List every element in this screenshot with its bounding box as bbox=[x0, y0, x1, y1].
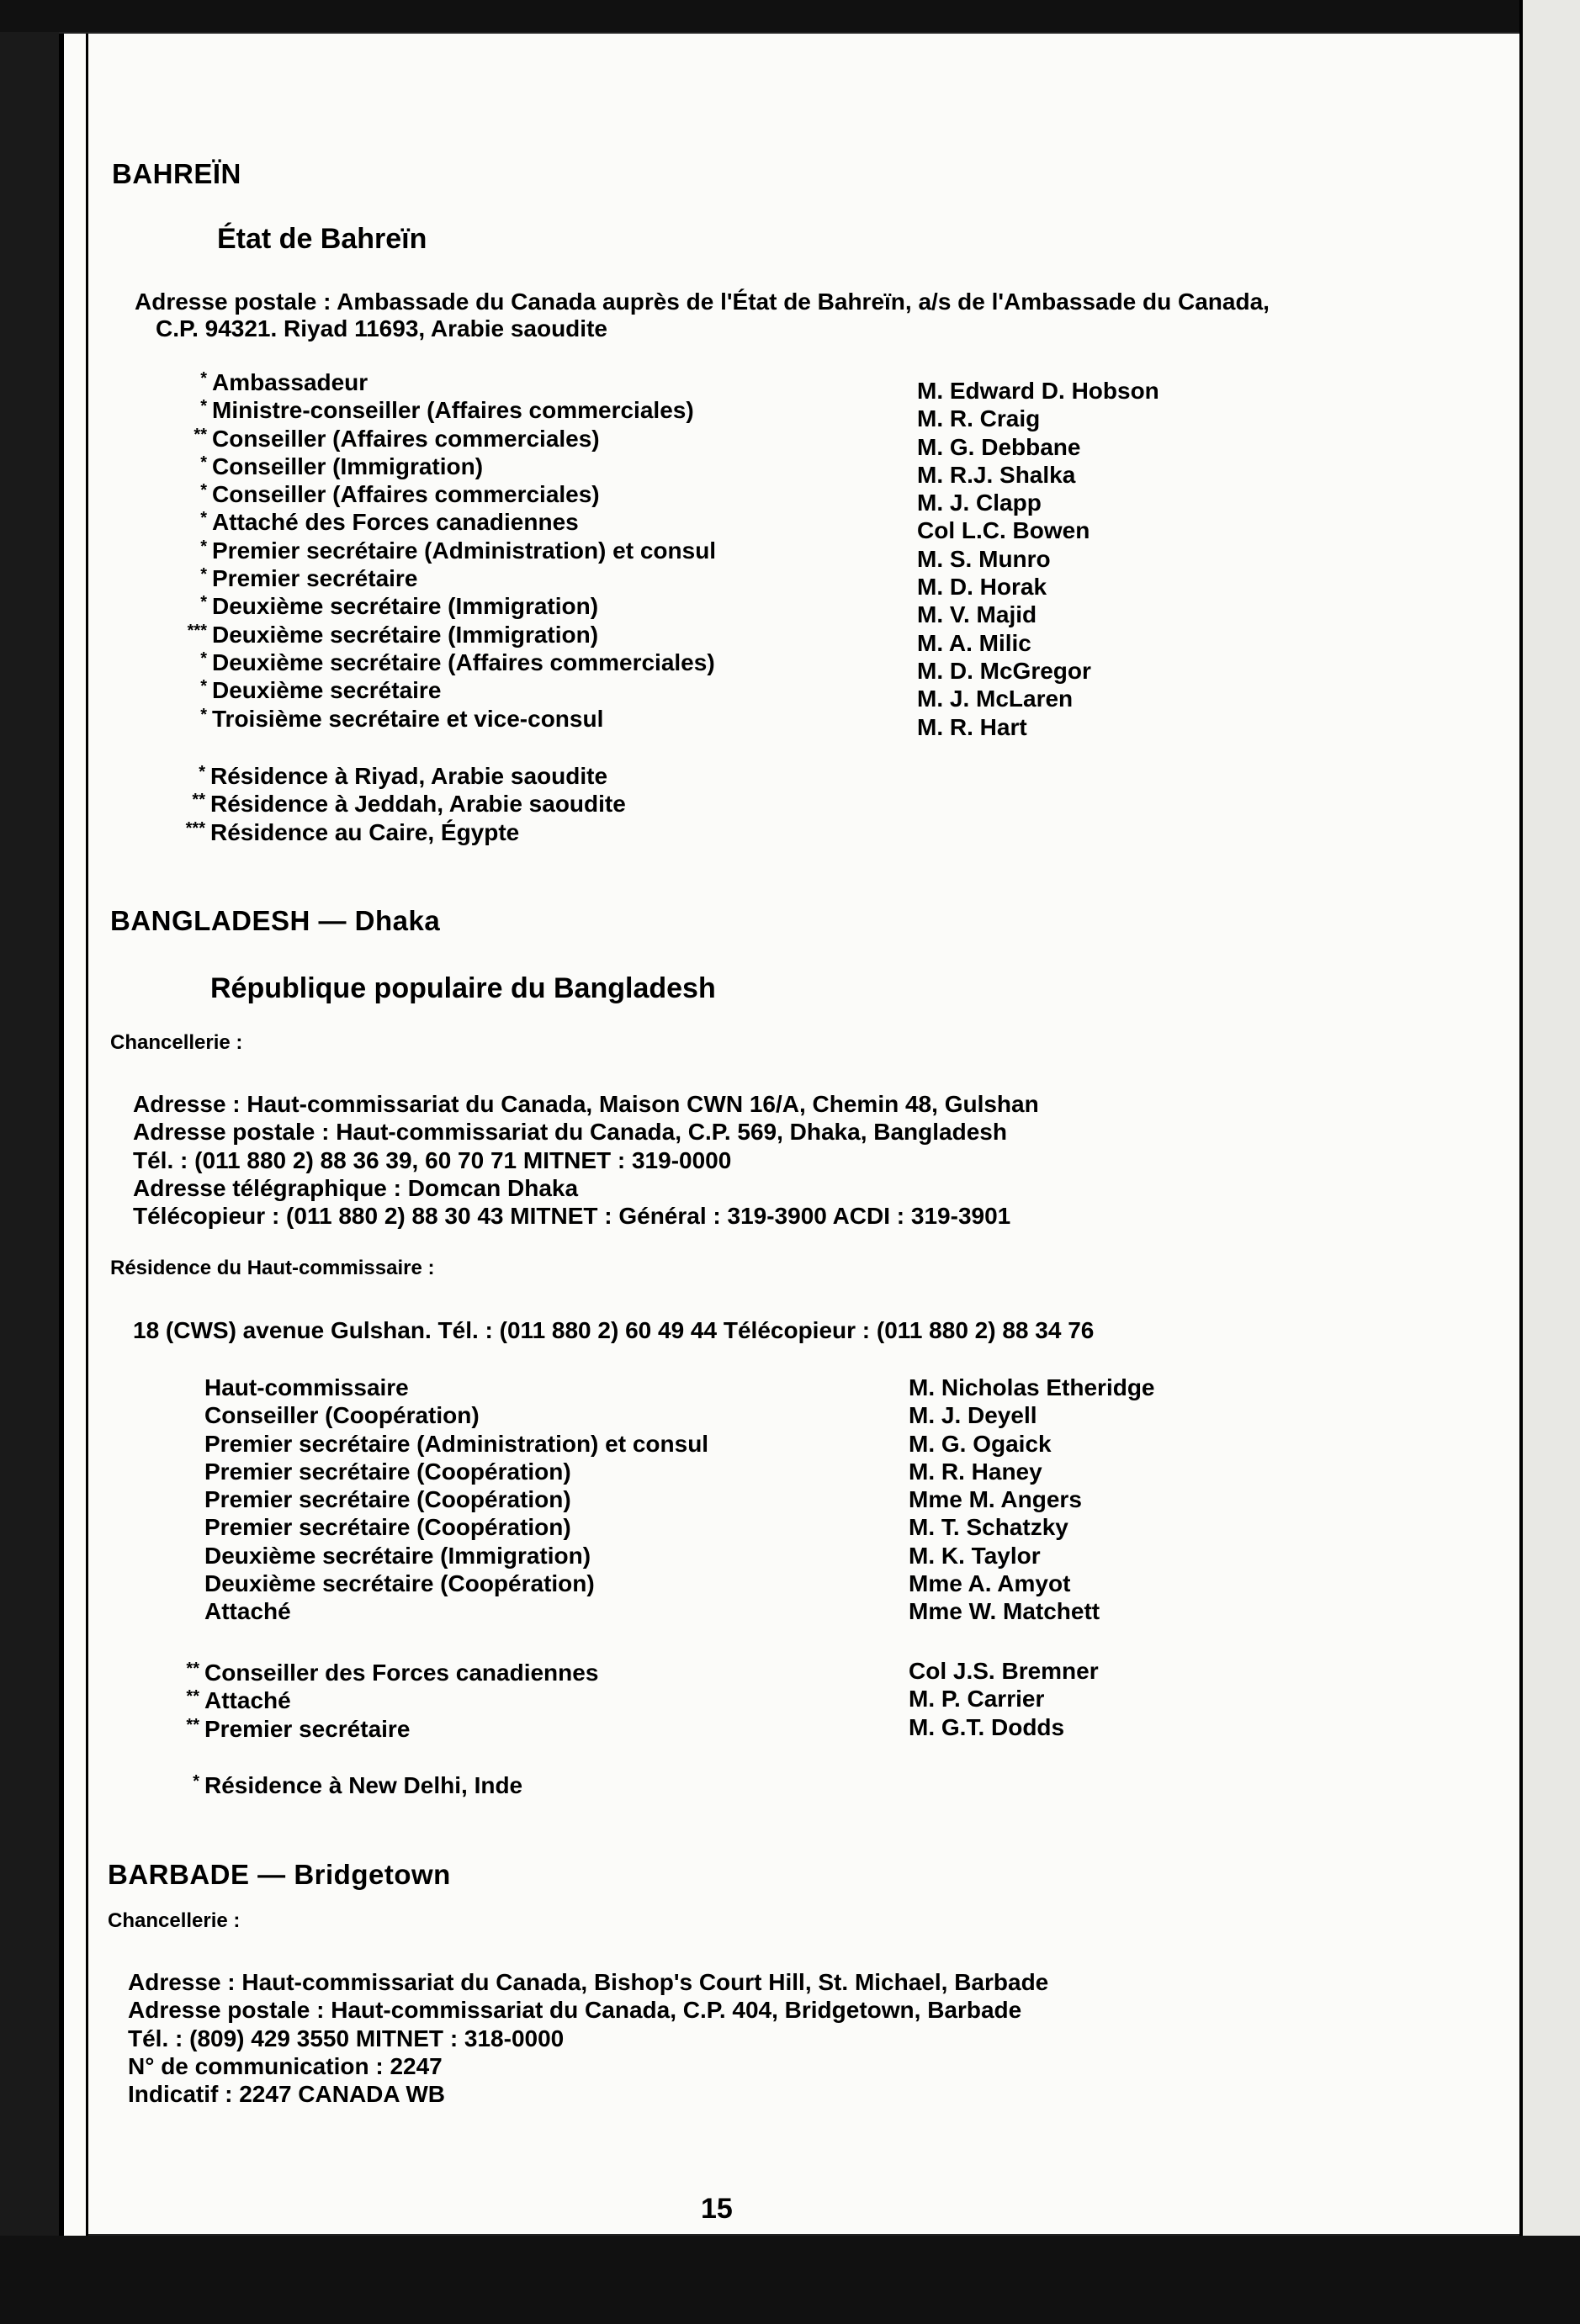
staff-name-text: M. A. Milic bbox=[917, 629, 1031, 656]
staff-name-text: M. D. McGregor bbox=[917, 657, 1091, 684]
staff-name-text: M. P. Carrier bbox=[909, 1686, 1045, 1713]
footnote-mark: * bbox=[200, 648, 207, 668]
page-number: 15 bbox=[701, 2193, 733, 2225]
staff-title bbox=[204, 1374, 894, 1401]
footnote-mark: *** bbox=[187, 621, 207, 640]
footnote-mark: * bbox=[200, 397, 207, 416]
staff-name bbox=[917, 601, 1388, 628]
official-name-bangladesh: République populaire du Bangladesh bbox=[210, 972, 716, 1004]
address-line bbox=[133, 1118, 1039, 1146]
staff-title bbox=[194, 425, 902, 453]
staff-title bbox=[200, 705, 902, 733]
staff-title-text: Deuxième secrétaire (Immigration) bbox=[212, 593, 599, 620]
staff-title bbox=[200, 480, 902, 508]
staff-name-text: M. S. Munro bbox=[917, 545, 1051, 572]
address-line bbox=[133, 1174, 1039, 1202]
staff-title bbox=[186, 1659, 894, 1686]
staff-name-text: M. J. Deyell bbox=[909, 1402, 1037, 1429]
staff-title bbox=[200, 537, 902, 564]
staff-name bbox=[909, 1401, 1380, 1429]
footnote-mark: * bbox=[193, 1772, 199, 1791]
address-line-text: Tél. : (809) 429 3550 MITNET : 318-0000 bbox=[128, 2025, 565, 2051]
staff-title bbox=[204, 1513, 894, 1541]
staff-title bbox=[204, 1542, 894, 1570]
footnote-mark: * bbox=[200, 705, 207, 724]
staff-title-text: Premier secrétaire (Coopération) bbox=[204, 1514, 571, 1541]
staff-name bbox=[909, 1713, 1380, 1741]
residence-note bbox=[192, 790, 900, 818]
footnote-mark: * bbox=[200, 369, 207, 388]
footnote-mark: ** bbox=[186, 1687, 199, 1707]
staff-name bbox=[917, 377, 1388, 405]
staff-title-text: Attaché bbox=[204, 1598, 291, 1625]
chancery-label-bangladesh: Chancellerie : bbox=[110, 1031, 243, 1054]
staff-title bbox=[204, 1401, 894, 1429]
address-line bbox=[128, 2080, 1048, 2108]
staff-name-text: M. V. Majid bbox=[917, 601, 1037, 628]
chancery-label-barbade: Chancellerie : bbox=[108, 1909, 241, 1932]
bangladesh-staff-names bbox=[909, 1374, 1380, 1626]
staff-name-text: M. Nicholas Etheridge bbox=[909, 1374, 1155, 1400]
bahrein-notes bbox=[185, 762, 900, 846]
staff-name-text: M. R. Hart bbox=[917, 713, 1027, 740]
address-line-text: Indicatif : 2247 CANADA WB bbox=[128, 2081, 446, 2108]
official-name-bahrein: État de Bahreïn bbox=[217, 223, 427, 255]
staff-title-text: Haut-commissaire bbox=[204, 1374, 409, 1400]
staff-title-text: Attaché bbox=[204, 1687, 291, 1714]
staff-title-text: Troisième secrétaire et vice-consul bbox=[212, 705, 604, 732]
staff-title bbox=[204, 1430, 894, 1458]
residence-note-text: Résidence à Riyad, Arabie saoudite bbox=[210, 763, 608, 789]
staff-title bbox=[200, 453, 902, 480]
footnote-mark: ** bbox=[186, 1715, 199, 1734]
bahrein-staff-names bbox=[917, 377, 1388, 741]
staff-title bbox=[200, 676, 902, 704]
address-line bbox=[133, 1146, 1039, 1174]
footnote-mark: * bbox=[200, 537, 207, 556]
staff-title-text: Premier secrétaire (Coopération) bbox=[204, 1458, 571, 1485]
staff-title-text: Attaché des Forces canadiennes bbox=[212, 509, 579, 536]
residence-label-bangladesh: Résidence du Haut-commissaire : bbox=[110, 1257, 435, 1279]
staff-title bbox=[187, 621, 902, 648]
staff-name-text: M. J. Clapp bbox=[917, 490, 1042, 516]
footnote-mark: * bbox=[200, 677, 207, 696]
footnote-mark: ** bbox=[186, 1660, 199, 1678]
staff-title bbox=[200, 648, 902, 676]
staff-title-text: Conseiller (Coopération) bbox=[204, 1402, 480, 1429]
address-line-text: Adresse postale : Haut-commissariat du Canada, C.P. 404, Bridgetown, Barbade bbox=[128, 1997, 1022, 2024]
staff-title bbox=[200, 564, 902, 592]
bangladesh-staff2-names bbox=[909, 1657, 1380, 1741]
staff-title-text: Conseiller (Immigration) bbox=[212, 453, 484, 479]
address-line-text: Tél. : (011 880 2) 88 36 39, 60 70 71 MITNET : 319-0000 bbox=[133, 1146, 732, 1173]
staff-title bbox=[186, 1686, 894, 1714]
footnote-mark: ** bbox=[192, 791, 205, 810]
staff-title bbox=[200, 368, 902, 396]
address-line-text: N° de communication : 2247 bbox=[128, 2052, 443, 2079]
address-line-text: Adresse télégraphique : Domcan Dhaka bbox=[133, 1174, 579, 1201]
staff-name-text: M. G. Debbane bbox=[917, 433, 1081, 460]
bangladesh-note bbox=[193, 1771, 894, 1799]
footnote-mark: *** bbox=[185, 818, 205, 838]
staff-title-text: Premier secrétaire (Coopération) bbox=[204, 1486, 571, 1513]
staff-name bbox=[917, 573, 1388, 601]
staff-title-text: Premier secrétaire bbox=[204, 1715, 411, 1742]
staff-name-text: M. T. Schatzky bbox=[909, 1514, 1068, 1541]
staff-title-text: Deuxième secrétaire bbox=[212, 677, 442, 704]
address-line bbox=[128, 2052, 1048, 2080]
staff-title-text: Ambassadeur bbox=[212, 369, 368, 395]
staff-title bbox=[200, 508, 902, 536]
staff-name bbox=[917, 685, 1388, 712]
residence-note-text: Résidence au Caire, Égypte bbox=[210, 818, 520, 845]
staff-title-text: Deuxième secrétaire (Coopération) bbox=[204, 1570, 595, 1597]
staff-name bbox=[909, 1597, 1380, 1625]
staff-name bbox=[909, 1458, 1380, 1485]
staff-name bbox=[909, 1657, 1380, 1685]
staff-name bbox=[917, 657, 1388, 685]
staff-title bbox=[204, 1485, 894, 1513]
staff-name bbox=[917, 629, 1388, 657]
chancery-address-bangladesh bbox=[133, 1090, 1039, 1230]
staff-name-text: M. G.T. Dodds bbox=[909, 1713, 1065, 1740]
staff-title bbox=[186, 1715, 894, 1743]
staff-name bbox=[909, 1513, 1380, 1541]
staff-title bbox=[200, 396, 902, 424]
footnote-mark: * bbox=[200, 509, 207, 528]
country-heading-barbade: BARBADE — Bridgetown bbox=[108, 1859, 451, 1890]
staff-name-text: M. G. Ogaick bbox=[909, 1430, 1052, 1457]
staff-name-text: Mme W. Matchett bbox=[909, 1598, 1100, 1625]
staff-name bbox=[909, 1430, 1380, 1458]
footnote-mark: * bbox=[200, 593, 207, 612]
staff-name-text: M. R. Haney bbox=[909, 1458, 1042, 1485]
staff-title-text: Deuxième secrétaire (Immigration) bbox=[212, 621, 599, 648]
footnote-mark: * bbox=[200, 453, 207, 472]
residence-note bbox=[185, 818, 900, 846]
footnote-mark: ** bbox=[194, 425, 207, 444]
staff-name bbox=[909, 1485, 1380, 1513]
staff-title-text: Deuxième secrétaire (Affaires commerciales) bbox=[212, 648, 715, 675]
postal-address-line-2: C.P. 94321. Riyad 11693, Arabie saoudite bbox=[156, 315, 607, 341]
staff-name-text: M. K. Taylor bbox=[909, 1542, 1041, 1569]
staff-title-text: Conseiller des Forces canadiennes bbox=[204, 1660, 599, 1686]
chancery-address-barbade bbox=[128, 1968, 1048, 2108]
footnote-mark: * bbox=[200, 481, 207, 500]
country-heading-bahrein: BAHREÏN bbox=[112, 158, 241, 189]
staff-name-text: Mme M. Angers bbox=[909, 1486, 1082, 1513]
staff-name bbox=[909, 1570, 1380, 1597]
staff-title-text: Deuxième secrétaire (Immigration) bbox=[204, 1542, 591, 1569]
staff-name-text: Col L.C. Bowen bbox=[917, 517, 1090, 544]
bahrein-staff-titles bbox=[187, 368, 902, 733]
staff-title bbox=[204, 1570, 894, 1597]
residence-note-text: Résidence à New Delhi, Inde bbox=[204, 1772, 523, 1798]
address-line-text: Adresse : Haut-commissariat du Canada, Bishop's Court Hill, St. Michael, Barbade bbox=[128, 1969, 1049, 1995]
staff-name bbox=[917, 405, 1388, 432]
staff-title-text: Conseiller (Affaires commerciales) bbox=[212, 425, 600, 452]
staff-name-text: Mme A. Amyot bbox=[909, 1570, 1071, 1597]
staff-title-text: Premier secrétaire (Administration) et consul bbox=[212, 537, 717, 564]
staff-title-text: Premier secrétaire bbox=[212, 565, 418, 592]
address-line-text: Adresse postale : Haut-commissariat du Canada, C.P. 569, Dhaka, Bangladesh bbox=[133, 1119, 1007, 1146]
residence-note bbox=[193, 1771, 894, 1799]
staff-name-text: Col J.S. Bremner bbox=[909, 1658, 1099, 1684]
staff-title bbox=[204, 1458, 894, 1485]
staff-name bbox=[909, 1685, 1380, 1713]
address-line bbox=[128, 1968, 1048, 1996]
bangladesh-staff2-titles bbox=[186, 1659, 894, 1743]
staff-name-text: M. R.J. Shalka bbox=[917, 461, 1076, 488]
staff-name-text: M. J. McLaren bbox=[917, 686, 1074, 712]
address-line bbox=[133, 1202, 1039, 1230]
staff-title-text: Premier secrétaire (Administration) et consul bbox=[204, 1430, 709, 1457]
address-line bbox=[128, 2025, 1048, 2052]
staff-name bbox=[909, 1542, 1380, 1570]
address-line-text: Adresse : Haut-commissariat du Canada, Maison CWN 16/A, Chemin 48, Gulshan bbox=[133, 1091, 1039, 1117]
staff-name bbox=[917, 461, 1388, 489]
country-heading-bangladesh: BANGLADESH — Dhaka bbox=[110, 905, 441, 936]
staff-name-text: M. R. Craig bbox=[917, 405, 1041, 432]
address-line bbox=[133, 1090, 1039, 1118]
address-line-text: Télécopieur : (011 880 2) 88 30 43 MITNET : Général : 319-3900 ACDI : 319-3901 bbox=[133, 1203, 1011, 1230]
staff-name bbox=[917, 489, 1388, 516]
footnote-mark: * bbox=[200, 565, 207, 585]
staff-title bbox=[200, 592, 902, 620]
footnote-mark: * bbox=[199, 763, 205, 781]
staff-name-text: M. D. Horak bbox=[917, 574, 1047, 601]
staff-title bbox=[204, 1597, 894, 1625]
staff-name-text: M. Edward D. Hobson bbox=[917, 378, 1159, 404]
staff-name bbox=[917, 713, 1388, 741]
address-line bbox=[128, 1996, 1048, 2024]
postal-address-line-1: Adresse postale : Ambassade du Canada auprès de l'État de Bahreïn, a/s de l'Ambassade du Canada, bbox=[135, 289, 1270, 315]
staff-name bbox=[917, 545, 1388, 573]
staff-name bbox=[909, 1374, 1380, 1401]
staff-name bbox=[917, 433, 1388, 461]
residence-note bbox=[199, 762, 900, 790]
residence-line-bangladesh: 18 (CWS) avenue Gulshan. Tél. : (011 880 2) 60 49 44 Télécopieur : (011 880 2) 88 34 76 bbox=[133, 1317, 1095, 1343]
staff-title-text: Ministre-conseiller (Affaires commerciales) bbox=[212, 397, 694, 424]
residence-note-text: Résidence à Jeddah, Arabie saoudite bbox=[210, 791, 626, 818]
staff-title-text: Conseiller (Affaires commerciales) bbox=[212, 481, 600, 508]
staff-name bbox=[917, 516, 1388, 544]
bangladesh-staff-titles bbox=[204, 1374, 894, 1626]
